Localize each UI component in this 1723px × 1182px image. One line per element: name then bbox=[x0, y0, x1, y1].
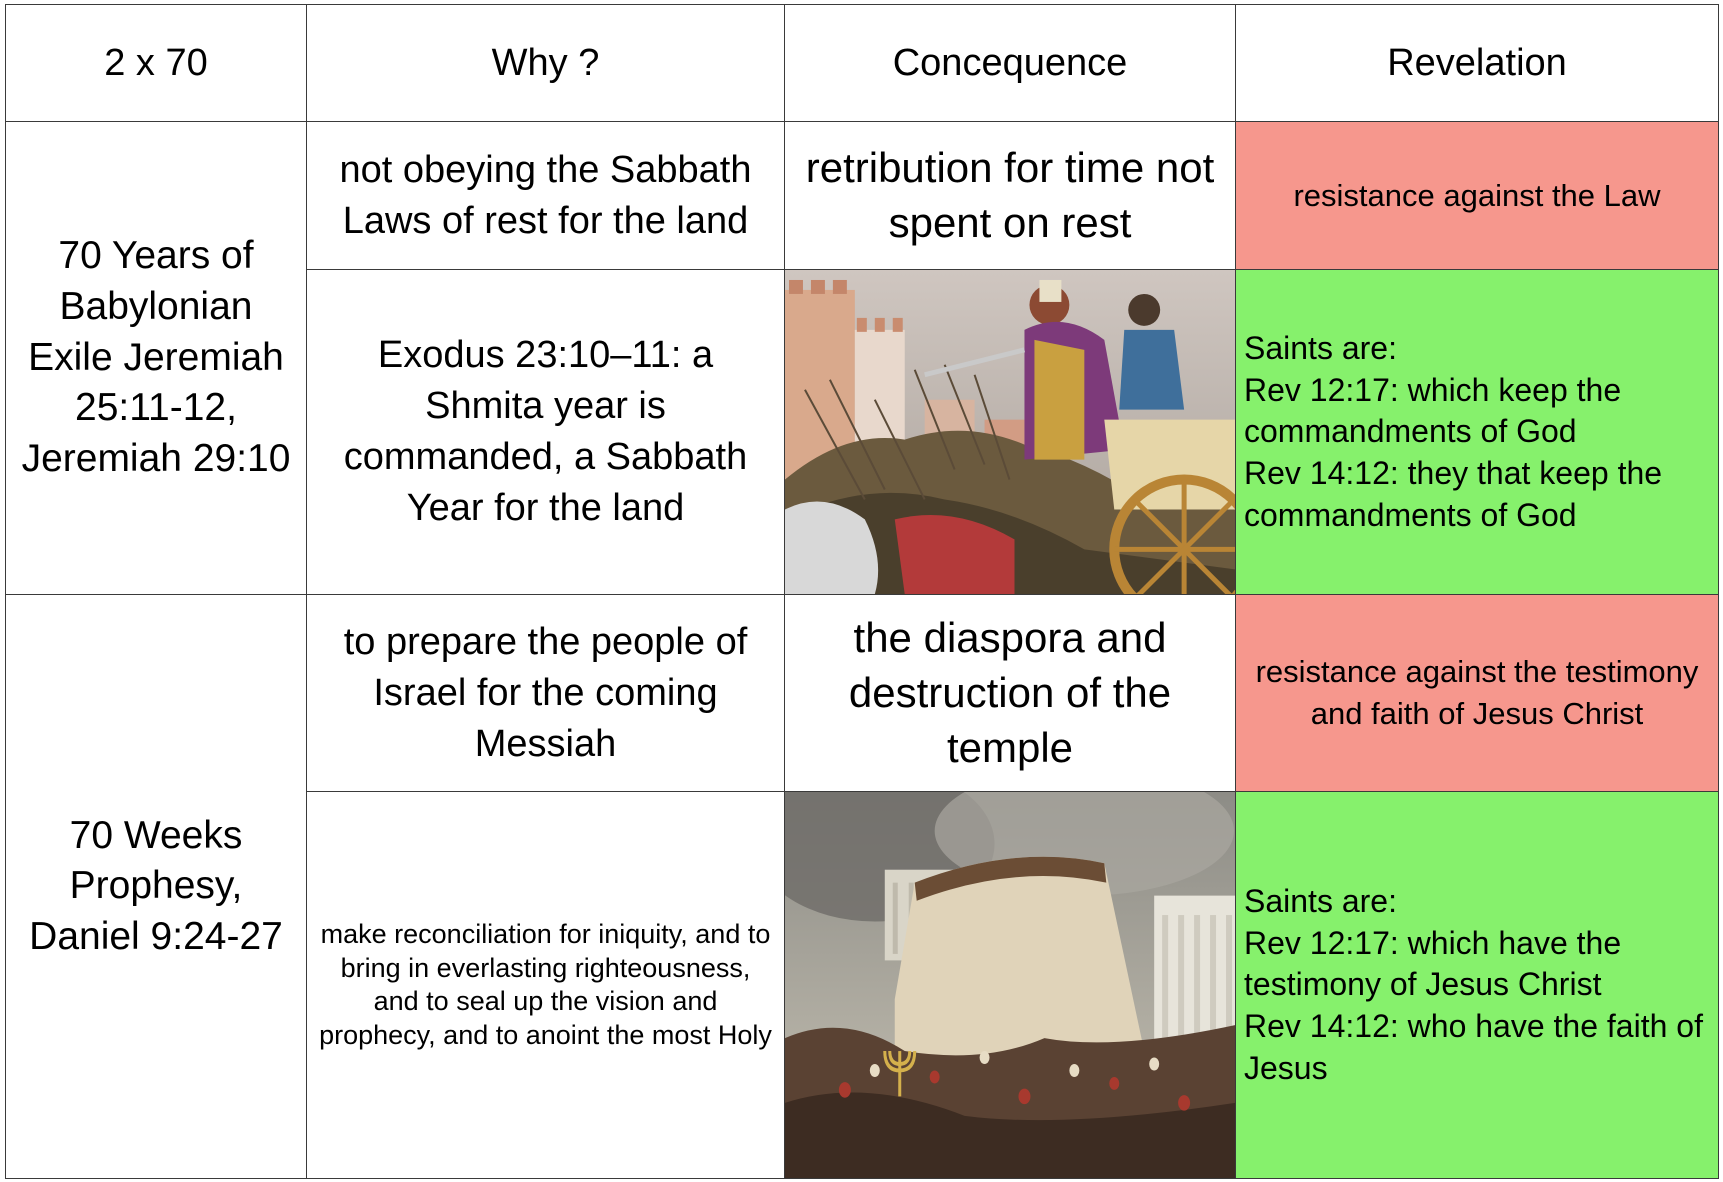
revelation-saints-cell bbox=[1236, 792, 1719, 1179]
table-row bbox=[6, 122, 1719, 270]
babylonian-army-illustration bbox=[785, 270, 1235, 594]
why-scripture-cell: make reconciliation for iniquity, and to bring in everlasting righteousness, and to seal up the vision and prophecy, and to anoint the most Holy bbox=[307, 792, 785, 1179]
why-scripture-cell: Exodus 23:10–11: a Shmita year is commanded, a Sabbath Year for the land bbox=[307, 270, 785, 595]
consequence-cell: retribution for time not spent on rest bbox=[785, 122, 1236, 270]
rev-14-12-text: Rev 14:12: who have the faith of Jesus bbox=[1244, 1008, 1703, 1086]
why-cell: to prepare the people of Israel for the coming Messiah bbox=[307, 595, 785, 792]
saints-heading: Saints are: bbox=[1244, 883, 1397, 920]
revelation-resistance-cell: resistance against the testimony and faith of Jesus Christ bbox=[1236, 595, 1719, 792]
revelation-saints-cell bbox=[1236, 270, 1719, 595]
header-col-2x70: 2 x 70 bbox=[6, 5, 307, 122]
header-col-revelation: Revelation bbox=[1236, 5, 1719, 122]
why-cell: not obeying the Sabbath Laws of rest for the land bbox=[307, 122, 785, 270]
saints-heading: Saints are: bbox=[1244, 330, 1397, 367]
rev-12-17-text: Rev 12:17: which have the testimony of Jesus Christ bbox=[1244, 924, 1622, 1003]
consequence-cell: the diaspora and destruction of the temple bbox=[785, 595, 1236, 792]
table-row bbox=[6, 595, 1719, 792]
row-label-70-weeks: 70 Weeks Prophesy, Daniel 9:24-27 bbox=[6, 595, 307, 1179]
temple-destruction-painting bbox=[785, 792, 1235, 1178]
row-label-babylonian-exile: 70 Years of Babylonian Exile Jeremiah 25:11-12, Jeremiah 29:10 bbox=[6, 122, 307, 595]
temple-destruction-image bbox=[785, 792, 1236, 1179]
header-col-why: Why ? bbox=[307, 5, 785, 122]
comparison-table bbox=[5, 4, 1719, 1179]
rev-14-12-text: Rev 14:12: they that keep the commandments of God bbox=[1244, 454, 1663, 533]
header-row bbox=[6, 5, 1719, 122]
revelation-resistance-cell: resistance against the Law bbox=[1236, 122, 1719, 270]
header-col-consequence: Concequence bbox=[785, 5, 1236, 122]
babylonian-army-image bbox=[785, 270, 1236, 595]
rev-12-17-text: Rev 12:17: which keep the commandments of God bbox=[1244, 371, 1622, 450]
